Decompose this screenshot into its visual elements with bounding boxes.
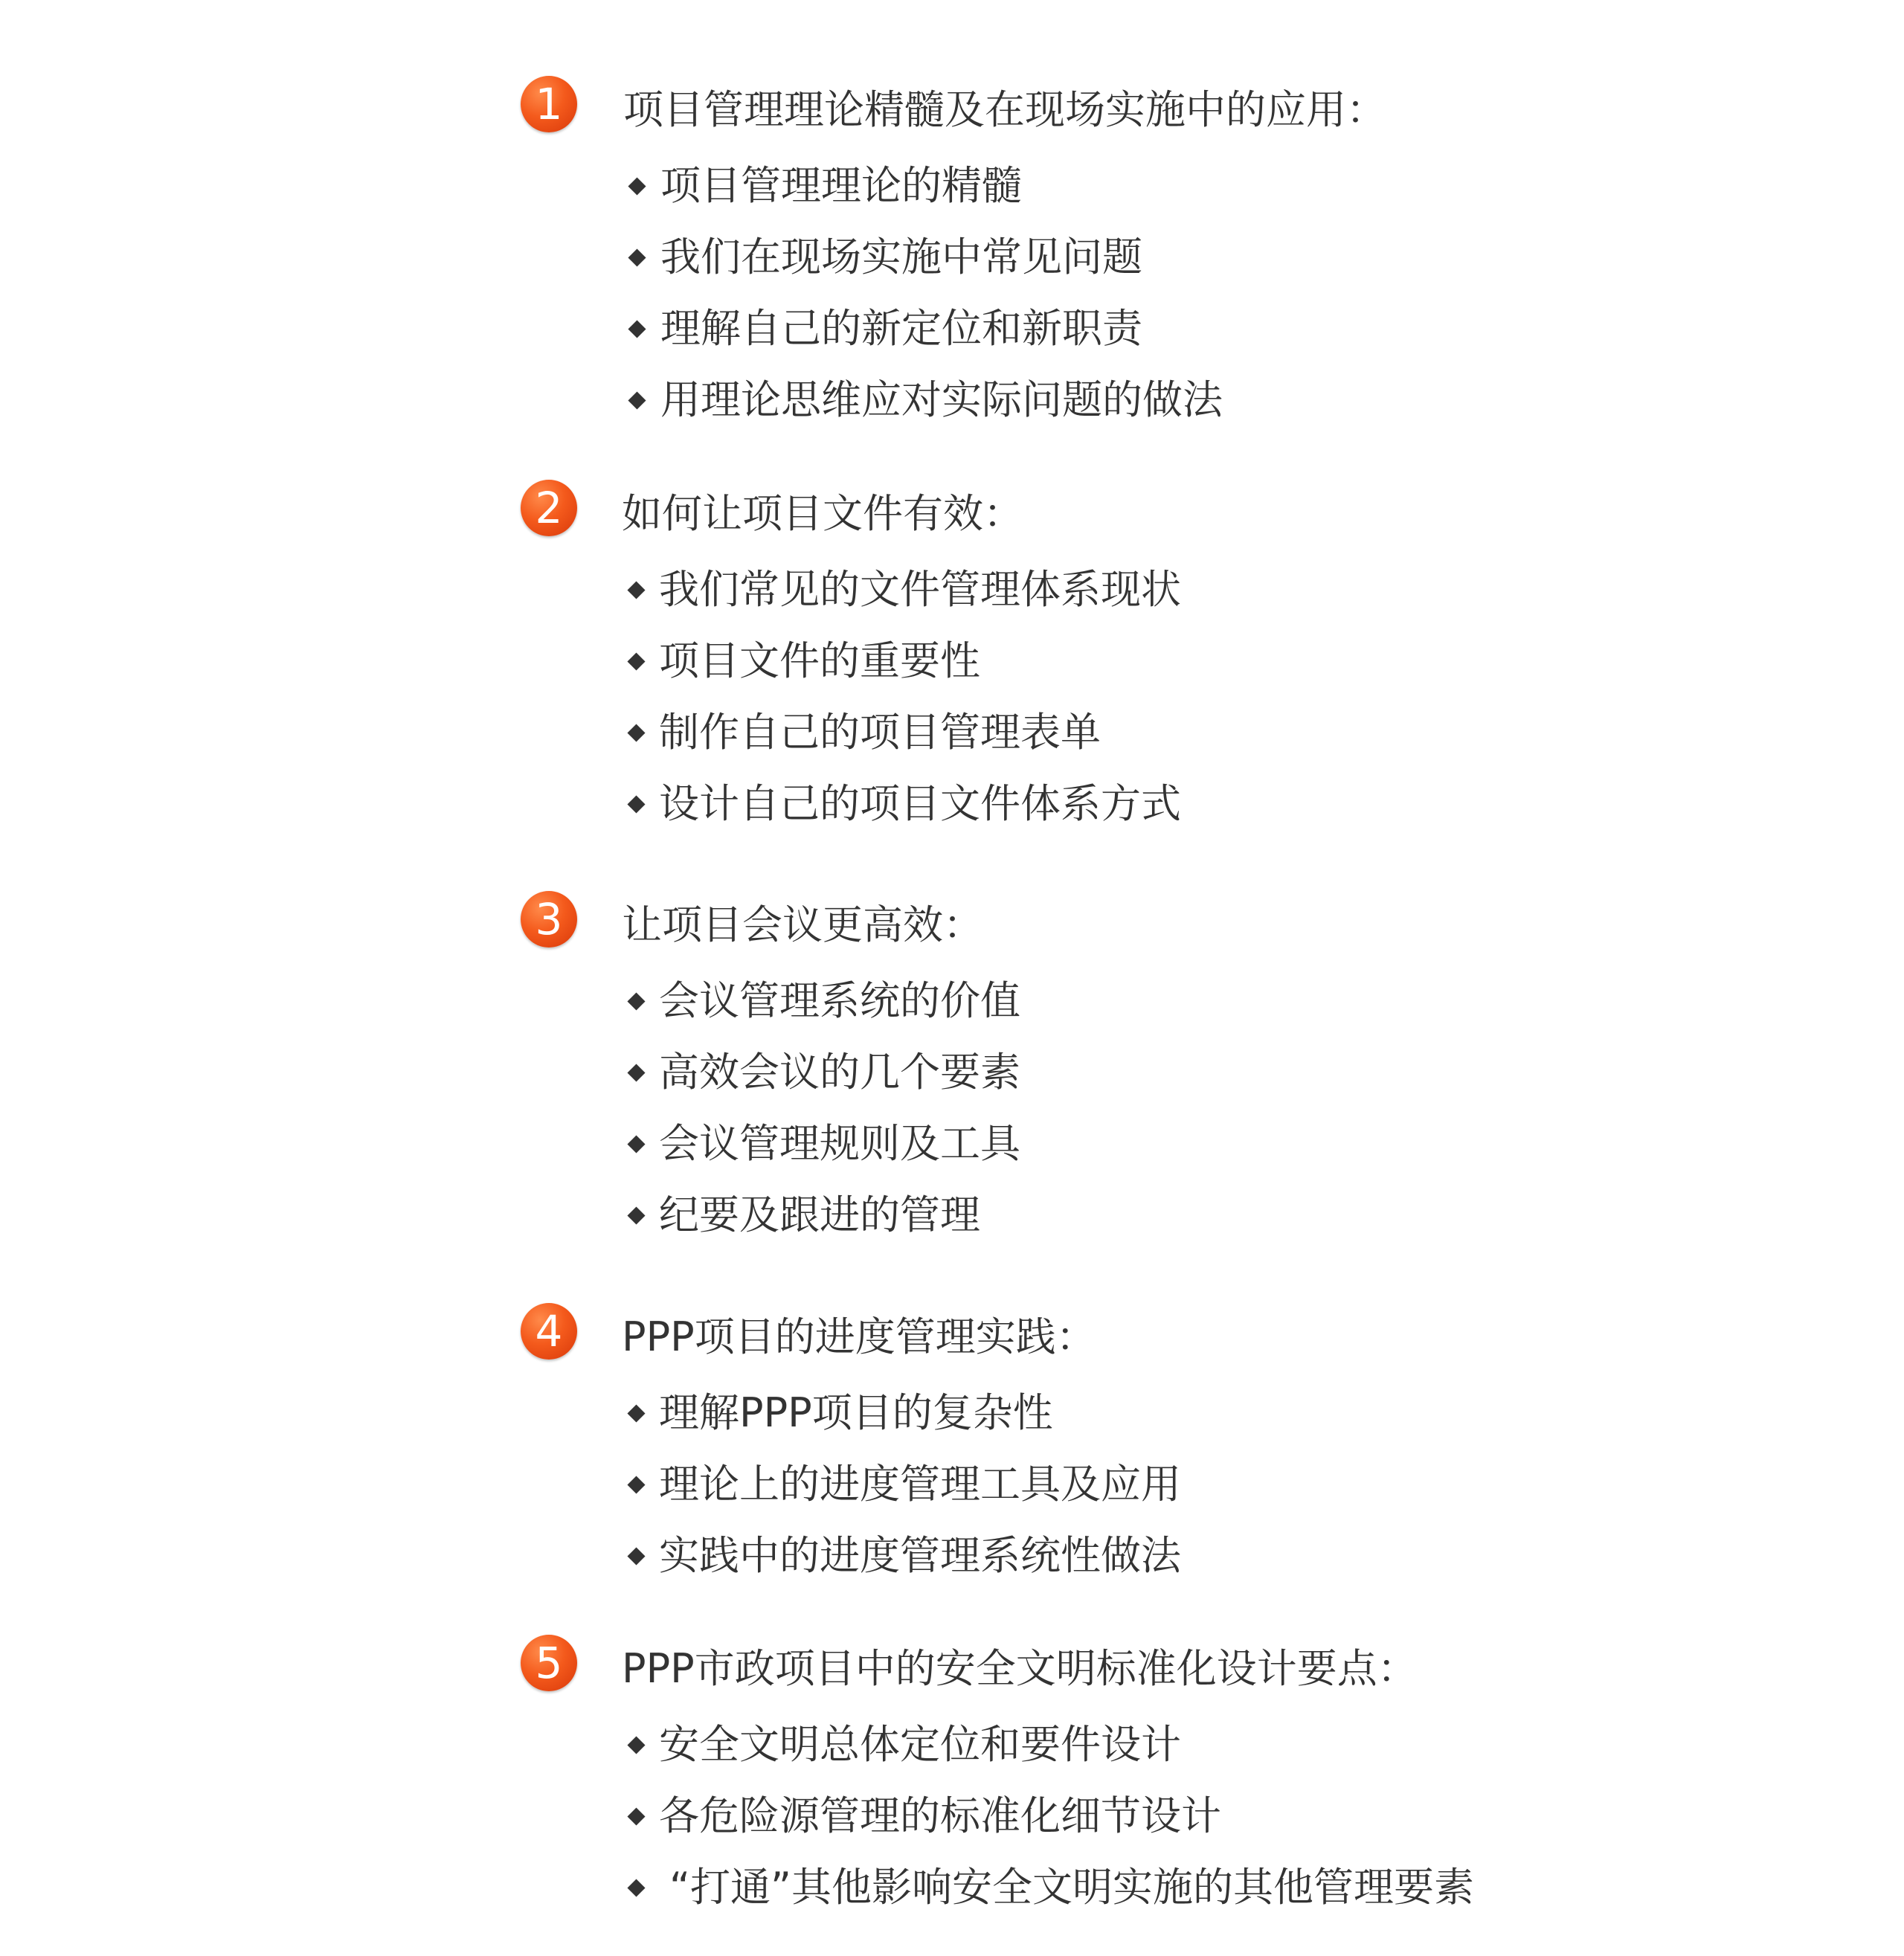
list-item-text: 制作自己的项目管理表单	[659, 709, 1101, 756]
diamond-bullet-icon	[627, 581, 645, 599]
section-header	[521, 76, 1859, 158]
diamond-bullet-icon	[627, 1736, 645, 1754]
bullet-list	[521, 973, 1859, 1258]
number-badge-icon: 2	[521, 480, 577, 536]
list-item	[521, 633, 1859, 704]
list-item	[521, 1116, 1859, 1187]
list-item	[521, 1385, 1859, 1456]
list-item-text: 用理论思维应对实际问题的做法	[660, 376, 1223, 423]
section-3	[521, 891, 1859, 1258]
list-item	[521, 300, 1859, 372]
diamond-bullet-icon	[628, 320, 646, 338]
section-header	[521, 1303, 1859, 1385]
list-item-text: 理解PPP项目的复杂性	[659, 1389, 1053, 1436]
list-item	[521, 1788, 1859, 1859]
list-item	[521, 1859, 1859, 1931]
list-item	[521, 562, 1859, 633]
diamond-bullet-icon	[627, 1547, 645, 1565]
list-item-text: 实践中的进度管理系统性做法	[659, 1532, 1181, 1579]
diamond-bullet-icon	[627, 1476, 645, 1493]
list-item	[521, 704, 1859, 776]
bullet-list	[521, 158, 1859, 443]
list-item-text: 我们在现场实施中常见问题	[660, 234, 1142, 280]
diamond-bullet-icon	[627, 1064, 645, 1081]
section-title: 如何让项目文件有效：	[622, 490, 1023, 537]
list-item	[521, 1717, 1859, 1788]
diamond-bullet-icon	[628, 248, 646, 266]
diamond-bullet-icon	[627, 1879, 645, 1897]
list-item-text: 理论上的进度管理工具及应用	[659, 1461, 1181, 1508]
list-item-text: 我们常见的文件管理体系现状	[659, 566, 1181, 613]
list-item	[521, 1187, 1859, 1258]
section-title: PPP市政项目中的安全文明标准化设计要点：	[622, 1645, 1418, 1692]
section-1	[521, 76, 1859, 443]
diamond-bullet-icon	[627, 1404, 645, 1422]
list-item	[521, 1044, 1859, 1116]
number-badge-icon: 4	[521, 1303, 577, 1360]
list-item-text: 会议管理系统的价值	[659, 977, 1020, 1024]
list-item	[521, 1456, 1859, 1528]
list-item-text: 高效会议的几个要素	[659, 1049, 1020, 1096]
list-item-text: 会议管理规则及工具	[659, 1120, 1020, 1167]
list-item-text: 项目文件的重要性	[659, 637, 980, 684]
section-2	[521, 480, 1859, 847]
list-item	[521, 973, 1859, 1044]
number-badge-icon: 5	[521, 1635, 577, 1691]
diamond-bullet-icon	[628, 177, 646, 195]
section-4	[521, 1303, 1859, 1599]
list-item-text: 纪要及跟进的管理	[659, 1191, 980, 1238]
bullet-list	[521, 1385, 1859, 1599]
bullet-list	[521, 562, 1859, 847]
diamond-bullet-icon	[627, 992, 645, 1010]
list-item	[521, 229, 1859, 300]
diamond-bullet-icon	[627, 724, 645, 741]
bullet-list	[521, 1717, 1859, 1931]
list-item-text: 项目管理理论的精髓	[660, 162, 1022, 209]
number-badge-icon: 1	[521, 76, 577, 132]
list-item-text: 各危险源管理的标准化细节设计	[659, 1792, 1221, 1839]
section-header	[521, 1635, 1859, 1717]
diamond-bullet-icon	[628, 391, 646, 409]
section-5	[521, 1635, 1859, 1931]
list-item-text: 安全文明总体定位和要件设计	[659, 1721, 1181, 1768]
diamond-bullet-icon	[627, 1135, 645, 1153]
list-item-text: 设计自己的项目文件体系方式	[659, 780, 1181, 827]
section-title: 项目管理理论精髓及在现场实施中的应用：	[623, 86, 1386, 133]
list-item-text: “打通”其他影响安全文明实施的其他管理要素	[669, 1864, 1474, 1911]
diamond-bullet-icon	[627, 652, 645, 670]
diamond-bullet-icon	[627, 1807, 645, 1825]
section-title: PPP项目的进度管理实践：	[622, 1313, 1096, 1360]
section-header	[521, 891, 1859, 973]
list-item	[521, 372, 1859, 443]
diamond-bullet-icon	[627, 795, 645, 813]
list-item-text: 理解自己的新定位和新职责	[660, 305, 1142, 352]
list-item	[521, 158, 1859, 229]
list-item	[521, 776, 1859, 847]
section-header	[521, 480, 1859, 562]
list-item	[521, 1528, 1859, 1599]
diamond-bullet-icon	[627, 1206, 645, 1224]
number-badge-icon: 3	[521, 891, 577, 948]
section-title: 让项目会议更高效：	[622, 901, 983, 948]
